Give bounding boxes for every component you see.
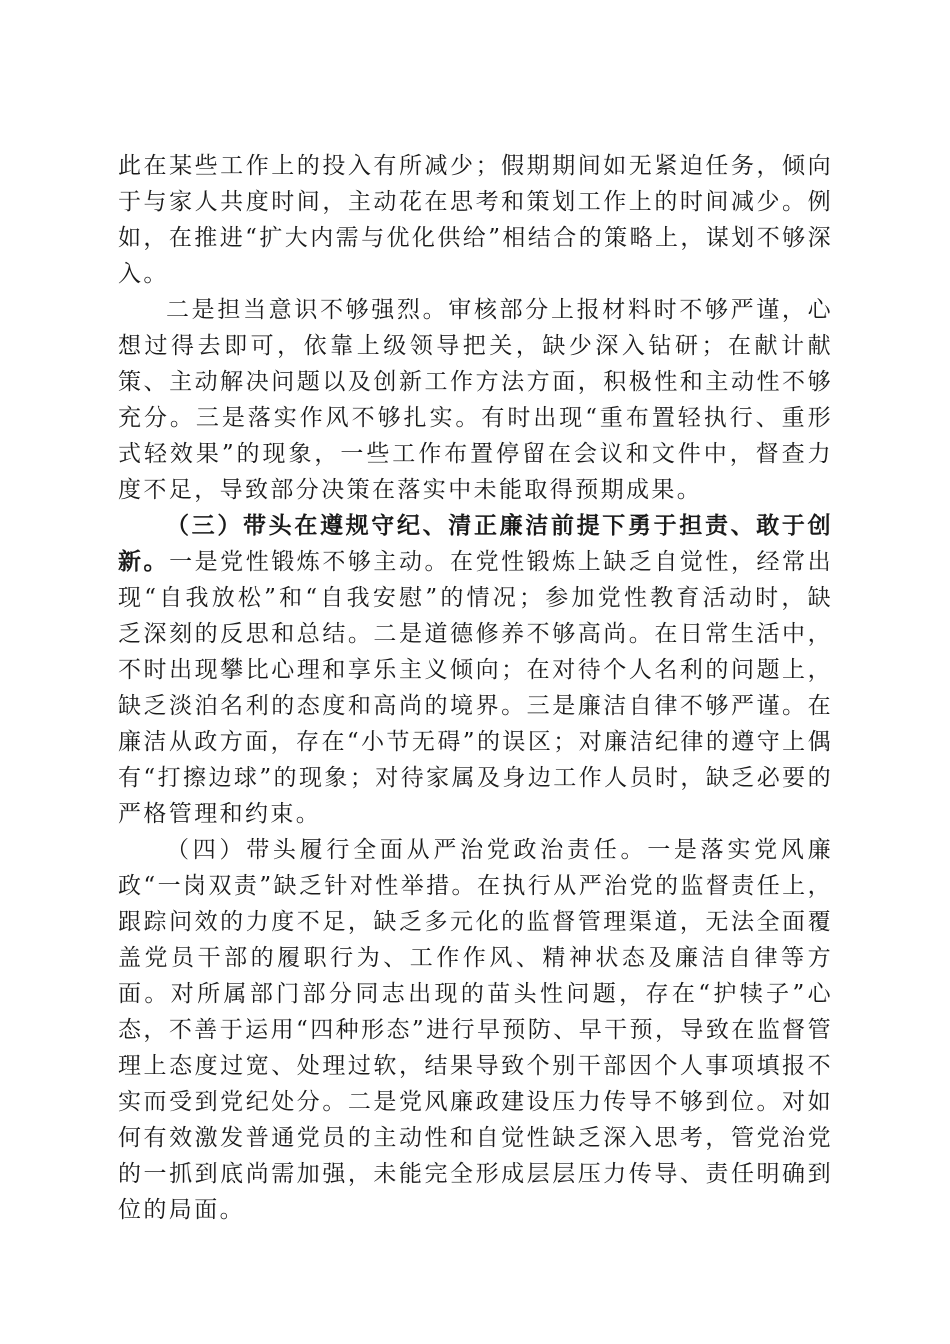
paragraph-1 <box>118 148 833 292</box>
document-body <box>118 148 833 1228</box>
paragraph-3-text: 一是党性锻炼不够主动。在党性锻炼上缺乏自觉性，经常出现“自我放松”和“自我安慰”的情况；参加党性教育活动时，缺乏深刻的反思和总结。二是道德修养不够高尚。在日常生活中，不时出现攀比心理和享乐主义倾向；在对待个人名利的问题上，缺乏淡泊名利的态度和高尚的境界。三是廉洁自律不够严谨。在廉洁从政方面，存在“小节无碍”的误区；对廉洁纪律的遵守上偶有“打擦边球”的现象；对待家属及身边工作人员时，缺乏必要的严格管理和约束。 <box>118 549 833 827</box>
paragraph-1-text: 此在某些工作上的投入有所减少；假期期间如无紧迫任务，倾向于与家人共度时间，主动花在思考和策划工作上的时间减少。例如，在推进“扩大内需与优化供给”相结合的策略上，谋划不够深入。 <box>118 153 833 287</box>
paragraph-2-text: 二是担当意识不够强烈。审核部分上报材料时不够严谨，心想过得去即可，依靠上级领导把关，缺少深入钻研；在献计献策、主动解决问题以及创新工作方法方面，积极性和主动性不够充分。三是落实作风不够扎实。有时出现“重布置轻执行、重形式轻效果”的现象，一些工作布置停留在会议和文件中，督查力度不足，导致部分决策在落实中未能取得预期成果。 <box>118 297 833 503</box>
paragraph-3 <box>118 508 833 832</box>
paragraph-2 <box>118 292 833 508</box>
paragraph-4-text: （四）带头履行全面从严治党政治责任。一是落实党风廉政“一岗双责”缺乏针对性举措。在执行从严治党的监督责任上，跟踪问效的力度不足，缺乏多元化的监督管理渠道，无法全面覆盖党员干部的履职行为、工作作风、精神状态及廉洁自律等方面。对所属部门部分同志出现的苗头性问题，存在“护犊子”心态，不善于运用“四种形态”进行早预防、早干预，导致在监督管理上态度过宽、处理过软，结果导致个别干部因个人事项填报不实而受到党纪处分。二是党风廉政建设压力传导不够到位。对如何有效激发普通党员的主动性和自觉性缺乏深入思考，管党治党的一抓到底尚需加强，未能完全形成层层压力传导、责任明确到位的局面。 <box>118 837 833 1223</box>
section-3-heading: （三）带头在遵规守纪、清正廉洁前提下勇于担责、敢于创新。 <box>118 512 833 575</box>
paragraph-4 <box>118 832 833 1228</box>
